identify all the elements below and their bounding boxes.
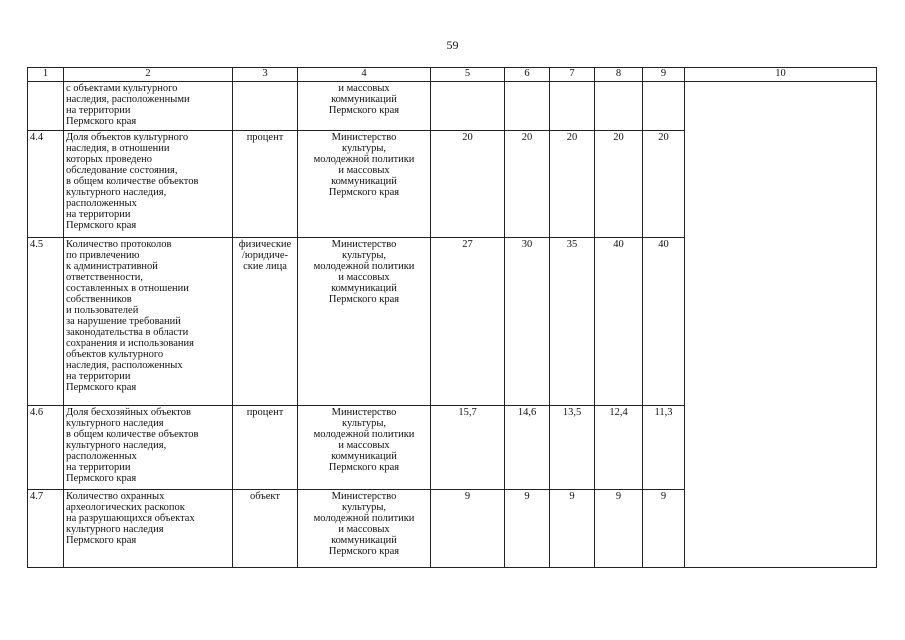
value-col9: 9 xyxy=(643,490,685,568)
value-col8: 12,4 xyxy=(595,406,643,490)
value-col8 xyxy=(595,82,643,131)
executor: и массовых коммуникаций Пермского края xyxy=(298,82,431,131)
row-id: 4.6 xyxy=(28,406,64,490)
value-col7: 20 xyxy=(550,131,595,238)
executor: Министерство культуры, молодежной политики и массовых коммуникаций Пермского края xyxy=(298,406,431,490)
value-col8: 20 xyxy=(595,131,643,238)
row-id xyxy=(28,82,64,131)
value-col9: 11,3 xyxy=(643,406,685,490)
column-header: 7 xyxy=(550,68,595,82)
indicators-table xyxy=(27,67,877,568)
unit: объект xyxy=(233,490,298,568)
indicator-name: Количество охранных археологических раскопок на разрушающихся объектах культурного наследия Пермского края xyxy=(64,490,233,568)
column-header: 8 xyxy=(595,68,643,82)
unit: процент xyxy=(233,131,298,238)
unit: физические /юридиче- ские лица xyxy=(233,238,298,406)
unit xyxy=(233,82,298,131)
column-header: 10 xyxy=(685,68,877,82)
row-id: 4.4 xyxy=(28,131,64,238)
indicator-name: Доля объектов культурного наследия, в отношении которых проведено обследование состояния, в общем количестве объектов культурного наследия, расположенных на территории Пермского края xyxy=(64,131,233,238)
column-header: 9 xyxy=(643,68,685,82)
value-col9 xyxy=(643,82,685,131)
page-number: 59 xyxy=(446,38,459,52)
row-id: 4.5 xyxy=(28,238,64,406)
value-col5: 20 xyxy=(431,131,505,238)
executor: Министерство культуры, молодежной политики и массовых коммуникаций Пермского края xyxy=(298,490,431,568)
value-col7 xyxy=(550,82,595,131)
unit: процент xyxy=(233,406,298,490)
indicator-name: Доля бесхозяйных объектов культурного наследия в общем количестве объектов культурного наследия, расположенных на территории Пермского края xyxy=(64,406,233,490)
column-header: 5 xyxy=(431,68,505,82)
value-col9: 20 xyxy=(643,131,685,238)
value-col7: 35 xyxy=(550,238,595,406)
table-row xyxy=(28,82,877,131)
value-col8: 9 xyxy=(595,490,643,568)
column-header: 3 xyxy=(233,68,298,82)
value-col6: 30 xyxy=(505,238,550,406)
indicator-name: Количество протоколов по привлечению к административной ответственности, составленных в отношении собственников и пользователей за нарушение требований законодательства в области сохранения и использования объектов культурного наследия, расположенных на территории Пермского края xyxy=(64,238,233,406)
value-col5: 15,7 xyxy=(431,406,505,490)
column-header: 6 xyxy=(505,68,550,82)
value-col6: 14,6 xyxy=(505,406,550,490)
value-col5: 27 xyxy=(431,238,505,406)
column-header: 1 xyxy=(28,68,64,82)
value-col10 xyxy=(685,82,877,568)
indicator-name: с объектами культурного наследия, расположенными на территории Пермского края xyxy=(64,82,233,131)
executor: Министерство культуры, молодежной политики и массовых коммуникаций Пермского края xyxy=(298,238,431,406)
table-header-row xyxy=(28,68,877,82)
value-col6: 20 xyxy=(505,131,550,238)
value-col7: 9 xyxy=(550,490,595,568)
column-header: 2 xyxy=(64,68,233,82)
value-col6: 9 xyxy=(505,490,550,568)
value-col5 xyxy=(431,82,505,131)
value-col8: 40 xyxy=(595,238,643,406)
row-id: 4.7 xyxy=(28,490,64,568)
value-col7: 13,5 xyxy=(550,406,595,490)
executor: Министерство культуры, молодежной политики и массовых коммуникаций Пермского края xyxy=(298,131,431,238)
value-col5: 9 xyxy=(431,490,505,568)
column-header: 4 xyxy=(298,68,431,82)
value-col6 xyxy=(505,82,550,131)
value-col9: 40 xyxy=(643,238,685,406)
